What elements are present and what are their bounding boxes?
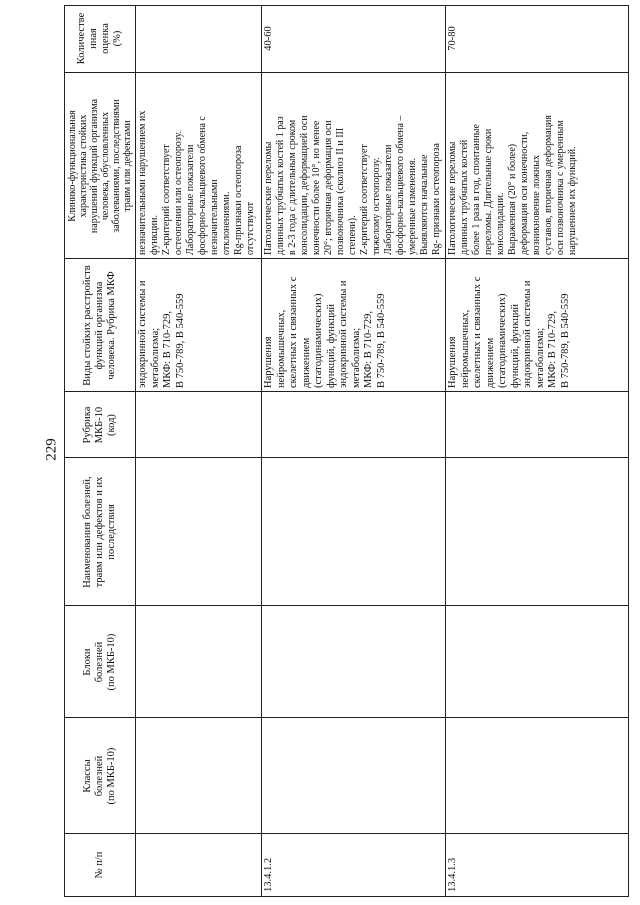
row-2-score: 40-60 bbox=[263, 26, 274, 51]
header-types: Виды стойких расстройств функций организма человека. Рубрика МКФ bbox=[82, 265, 117, 386]
row-3-clinical: Патологические переломы длинных трубчатых костей более 1 раза в год, спонтанные переломы. Длительные сроки консолидации. Выраженная (20° и более) деформация оси конечности, возникновение ложных суставов, вторичная деформация оси позвоночника с умеренным нарушением их функций. bbox=[447, 114, 578, 255]
row-2-types: Нарушения нейромышечных, скелетных и связанных с движением (статодинамических) функций, функций эндокринной системы и метаболизма; МКФ: В 710-729, В 750-789, В 540-559 bbox=[263, 276, 387, 388]
header-names: Наименования болезней, травм или дефектов и их последствия bbox=[82, 476, 117, 588]
row-3-types: Нарушения нейромышечных, скелетных и связанных с движением (статодинамических) функций, функций эндокринной системы и метаболизма; МКФ: В 710-729, В 750-789, В 540-559 bbox=[447, 276, 571, 388]
row-2-number: 13.4.1.2 bbox=[263, 857, 274, 892]
header-number: № п/п bbox=[94, 851, 105, 879]
row-3-score: 70-80 bbox=[447, 26, 458, 51]
header-clinical: Клинико-функциональная характеристика стойких нарушений функций организма человека, обусловленных заболеваниями, последствиями травм или дефектами bbox=[67, 98, 133, 234]
row-1-clinical: незначительными нарушением их функции. Z-критерий соответствует остеопении или остеопорозу. Лабораторные показатели фосфорно-кальциевого обмена с незначительными отклонениями. Rg-признаки остеопороза отсутствуют bbox=[137, 110, 256, 255]
row-2-clinical: Патологические переломы длинных трубчатых костей 1 раз в 2-3 года с длительным сроком консолидации, деформацией оси конечности более 10°, но менее 20°; вторичная деформация оси позвоночника (сколиоз II и III степени). Z-критерий соответствует тяжелому остеопорозу. Лабораторные показатели фосфорно-кальциевого обмена – умеренные изменения. Выявляются начальные Rg- признаки остеопороза bbox=[263, 115, 442, 255]
row-1-types: эндокринной системы и метаболизма; МКФ: В 710-729, В 750-789, В 540-559 bbox=[137, 280, 186, 388]
row-3-number: 13.4.1.3 bbox=[447, 857, 458, 892]
header-score: Количестве нная оценка (%) bbox=[76, 12, 123, 65]
header-rubric: Рубрика МКБ-10 (код) bbox=[82, 406, 117, 444]
row-1-number bbox=[135, 834, 261, 896]
page-number: 229 bbox=[43, 438, 60, 461]
row-1-score bbox=[135, 4, 261, 73]
disease-table bbox=[64, 5, 629, 897]
header-classes: Классы болезней (по МКБ-10) bbox=[82, 747, 117, 805]
header-blocks: Блоки болезней (по МКБ-10) bbox=[82, 633, 117, 691]
